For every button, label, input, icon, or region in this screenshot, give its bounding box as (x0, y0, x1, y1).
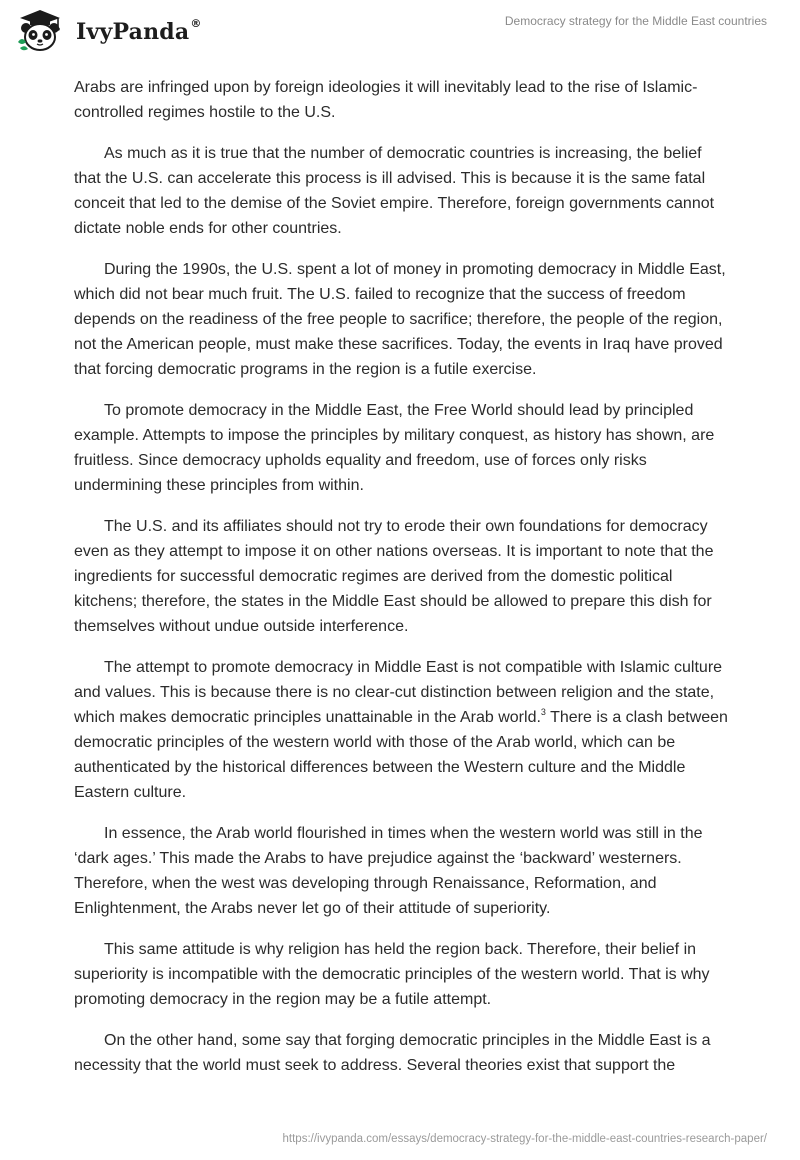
paragraph (74, 655, 729, 805)
document-title: Democracy strategy for the Middle East countries (504, 14, 767, 28)
panda-logo-icon (14, 8, 70, 54)
paragraph: The U.S. and its affiliates should not try to erode their own foundations for democracy even as they attempt to impose it on other nations overseas. It is important to note that the ingredients for successful democratic regimes are derived from the domestic political kitchens; therefore, the states in the Middle East should be allowed to prepare this dish for themselves without undue outside interference. (74, 518, 714, 635)
footnote-ref[interactable]: 3 (540, 707, 546, 717)
paragraph: In essence, the Arab world flourished in times when the western world was still in the ‘dark ages.’ This made the Arabs to have prejudice against the ‘backward’ westerners. Therefore, when the west was developing through Renaissance, Reformation, and Enlightenment, the Arabs never let go of their attitude of superiority. (74, 825, 703, 917)
paragraph: To promote democracy in the Middle East, the Free World should lead by principled example. Attempts to impose the principles by military conquest, as history has shown, are fruitless. Since democracy upholds equality and freedom, use of forces only risks undermining these principles from within. (74, 402, 715, 494)
paragraph: On the other hand, some say that forging democratic principles in the Middle East is a necessity that the world must seek to address. Several theories exist that support the (74, 1032, 711, 1074)
paragraph-text: The attempt to promote democracy in Middle East is not compatible with Islamic culture and values. This is because there is no clear-cut distinction between religion and the state, which makes democratic principles unattainable in the Arab world. (74, 659, 723, 726)
brand-name: IvyPanda® (76, 17, 202, 45)
essay-body (74, 75, 729, 1094)
source-url[interactable]: https://ivypanda.com/essays/democracy-strategy-for-the-middle-east-countries-research-paper/ (282, 1133, 767, 1145)
paragraph-text: There is a clash between democratic principles of the western world with those of the Arab world, which can be authenticated by the historical differences between the Western culture and the Middle Eastern culture. (74, 709, 728, 801)
paragraph: Arabs are infringed upon by foreign ideologies it will inevitably lead to the rise of Islamic-controlled regimes hostile to the U.S. (74, 79, 698, 121)
paragraph: As much as it is true that the number of democratic countries is increasing, the belief that the U.S. can accelerate this process is ill advised. This is because it is the same fatal conceit that led to the demise of the Soviet empire. Therefore, foreign governments cannot dictate noble ends for other countries. (74, 145, 715, 237)
paragraph: During the 1990s, the U.S. spent a lot of money in promoting democracy in Middle East, which did not bear much fruit. The U.S. failed to recognize that the success of freedom depends on the readiness of the free people to sacrifice; therefore, the people of the region, not the American people, must make these sacrifices. Today, the events in Iraq have proved that forcing democratic programs in the region is a futile exercise. (74, 261, 726, 378)
ivypanda-logo[interactable] (14, 8, 202, 54)
registered-mark: ® (190, 17, 202, 30)
paragraph: This same attitude is why religion has held the region back. Therefore, their belief in superiority is incompatible with the democratic principles of the western world. That is why promoting democracy in the region may be a futile attempt. (74, 941, 710, 1008)
page-header (0, 0, 800, 70)
